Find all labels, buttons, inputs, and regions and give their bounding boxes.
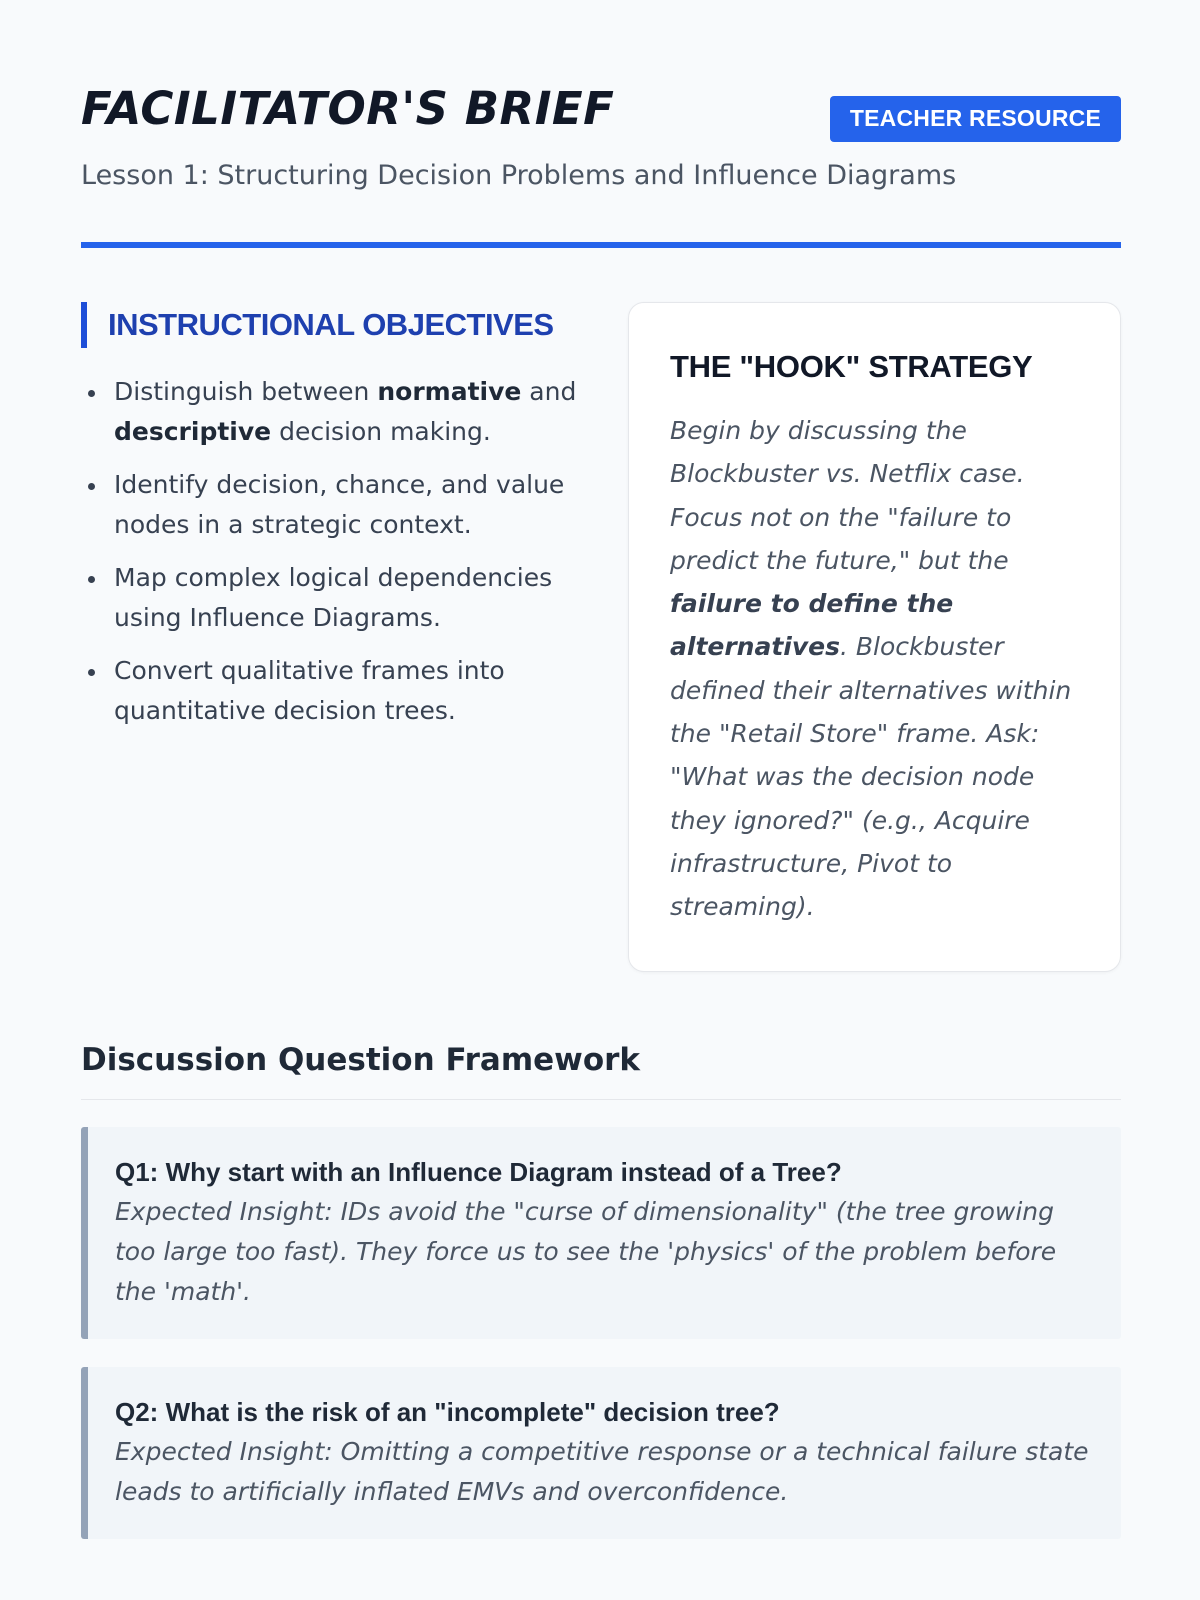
objectives-list	[81, 372, 581, 731]
objective-text: and	[521, 377, 577, 406]
question-card-q2	[81, 1367, 1121, 1539]
page-title: FACILITATOR'S BRIEF	[81, 82, 615, 135]
hook-text-part: Begin by discussing the Blockbuster vs. Netflix case. Focus not on the "failure to predict the future," but the	[670, 416, 1025, 575]
question-card-q1	[81, 1127, 1121, 1339]
objective-text: Distinguish between	[114, 377, 378, 406]
question-title: Q2: What is the risk of an "incomplete" decision tree?	[115, 1397, 780, 1427]
list-item: Map complex logical dependencies using Influence Diagrams.	[81, 558, 581, 638]
expected-insight: Expected Insight: Omitting a competitive response or a technical failure state leads to artificially inflated EMVs and overconfidence.	[115, 1437, 1089, 1506]
discussion-heading: Discussion Question Framework	[81, 1042, 641, 1078]
hook-strategy-title: THE "HOOK" STRATEGY	[670, 349, 1033, 384]
list-item: Convert qualitative frames into quantitative decision trees.	[81, 651, 581, 731]
question-title: Q1: Why start with an Influence Diagram instead of a Tree?	[115, 1157, 842, 1187]
objective-bold-term: normative	[377, 377, 522, 406]
content-columns	[81, 302, 1121, 972]
lesson-subtitle: Lesson 1: Structuring Decision Problems and Influence Diagrams	[81, 160, 957, 191]
hook-text-emphasis: failure to define the alternatives	[670, 589, 954, 662]
list-item: Identify decision, chance, and value nodes in a strategic context.	[81, 465, 581, 545]
list-item	[81, 372, 581, 452]
teacher-resource-badge: TEACHER RESOURCE	[830, 96, 1121, 142]
header-divider	[81, 242, 1121, 248]
hook-strategy-text	[670, 409, 1080, 929]
hook-text-part: . Blockbuster defined their alternatives within the "Retail Store" frame. Ask: "What was the decision node they ignored?" (e.g., Acquire infrastructure, Pivot to streaming).	[670, 632, 1072, 922]
facilitator-brief-page	[81, 80, 1121, 1506]
objective-text: decision making.	[271, 417, 491, 446]
objective-bold-term: descriptive	[114, 417, 272, 446]
discussion-divider	[81, 1099, 1121, 1100]
objectives-section	[81, 302, 581, 744]
page-header	[81, 80, 1121, 194]
objectives-heading: INSTRUCTIONAL OBJECTIVES	[81, 302, 581, 348]
hook-strategy-card	[628, 302, 1121, 972]
expected-insight: Expected Insight: IDs avoid the "curse of dimensionality" (the tree growing too large too fast). They force us to see the 'physics' of the problem before the 'math'.	[115, 1197, 1057, 1306]
